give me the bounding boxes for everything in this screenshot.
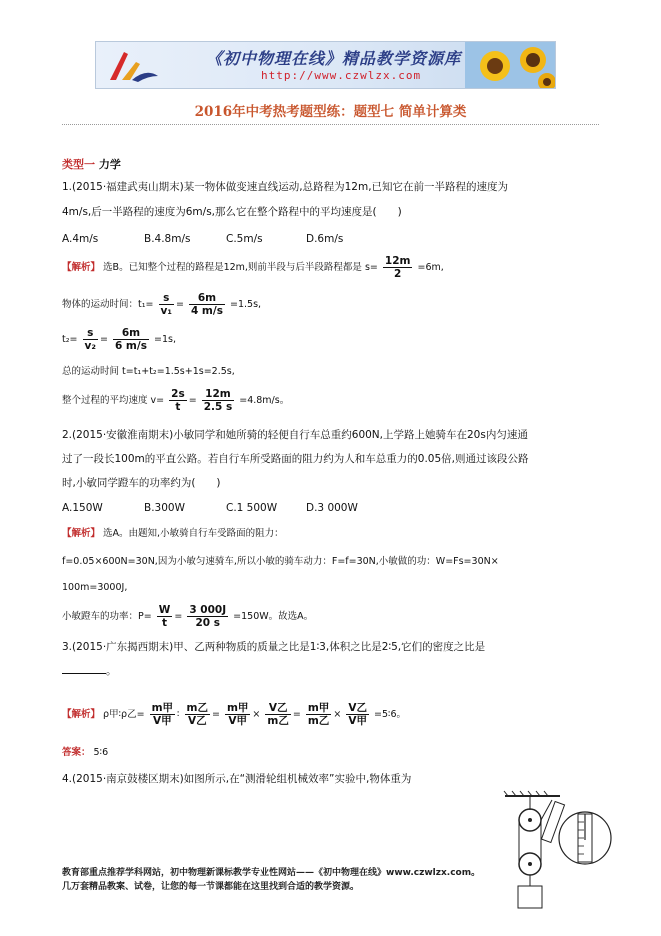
q1-solution-text: 选B。已知整个过程的路程是12m,则前半段与后半段路程都是 s= bbox=[103, 262, 378, 273]
q3-line-1: 3.(2015·广东揭西期末)甲、乙两种物质的质量之比是1∶3,体积之比是2∶5,它们的密度之比是 bbox=[62, 641, 486, 653]
q2-solution-text: =150W。故选A。 bbox=[233, 611, 314, 622]
fraction: $\frac{2s}{t}$ bbox=[171, 388, 185, 413]
q3-line-2: 。 bbox=[62, 664, 117, 679]
fraction: $\frac{\text{m甲}}{\text{V甲}}$ bbox=[151, 702, 174, 727]
q1-analysis-label: 【解析】 bbox=[62, 262, 101, 273]
fraction: $\frac{\text{m乙}}{\text{V乙}}$ bbox=[186, 702, 208, 727]
banner-title: 《初中物理在线》精品教学资源库 bbox=[206, 49, 462, 68]
fraction: $\frac{12m}{2.5 s}$ bbox=[203, 388, 233, 413]
q1-solution-text: 整个过程的平均速度 v= bbox=[62, 395, 165, 406]
fraction: $\frac{W}{t}$ bbox=[158, 604, 171, 629]
q1-option-d: D.6m/s bbox=[306, 233, 344, 245]
answer-label: 答案： bbox=[62, 747, 91, 758]
page-footer bbox=[62, 866, 480, 894]
header-banner bbox=[95, 41, 556, 89]
fraction: $\frac{12m}{2}$ bbox=[384, 255, 411, 280]
q1-solution-text: =4.8m/s。 bbox=[239, 395, 290, 406]
q1-solution-text: t₂= bbox=[62, 334, 78, 345]
q4-line-1: 4.(2015·南京鼓楼区期末)如图所示,在“测滑轮组机械效率”实验中,物体重为 bbox=[62, 773, 412, 785]
sunflower-icon bbox=[465, 42, 555, 88]
fraction: $\frac{\text{V乙}}{\text{V甲}}$ bbox=[348, 702, 367, 727]
q1-solution-text: =6m, bbox=[417, 262, 444, 273]
q2-solution-1 bbox=[62, 526, 284, 541]
section-heading bbox=[62, 157, 121, 172]
q3-answer bbox=[62, 745, 108, 760]
title-divider bbox=[62, 124, 599, 125]
q1-solution-text: 物体的运动时间：t₁= bbox=[62, 299, 154, 310]
q2-solution-2: f=0.05×600N=30N,因为小敏匀速骑车,所以小敏的骑车动力：F=f=30N,小敏做的功：W=Fs=30N× bbox=[62, 556, 499, 567]
answer-blank bbox=[62, 673, 106, 674]
fraction: $\frac{3 000J}{20 s}$ bbox=[189, 604, 227, 629]
q1-solution-3: t₂= $\frac{s}{\text{v₂}}$ = $\frac{6m}{6 m/s}$ =1s, bbox=[62, 327, 176, 352]
fraction: $\frac{s}{\text{v₁}}$ bbox=[160, 292, 172, 317]
q2-solution-text: 选A。由题知,小敏骑自行车受路面的阻力： bbox=[103, 528, 284, 539]
banner-url[interactable]: http://www.czwlzx.com bbox=[261, 69, 422, 82]
site-logo-icon bbox=[102, 46, 162, 86]
q2-solution-4: 小敏蹬车的功率：P= $\frac{W}{t}$ = $\frac{3 000J}{20 s}$ =150W。故选A。 bbox=[62, 604, 314, 629]
answer-value: 5∶6 bbox=[93, 747, 109, 758]
q2-solution-3: 100m=3000J, bbox=[62, 582, 128, 593]
fraction: $\frac{\text{m甲}}{\text{V甲}}$ bbox=[226, 702, 249, 727]
q1-option-c: C.5m/s bbox=[226, 233, 263, 245]
fraction: $\frac{6m}{6 m/s}$ bbox=[114, 327, 147, 352]
q1-solution-text: =1s, bbox=[154, 334, 176, 345]
q1-solution-1 bbox=[62, 255, 444, 280]
q2-line-2: 过了一段长100m的平直公路。若自行车所受路面的阻力约为人和车总重力的0.05倍,则通过该段公路 bbox=[62, 453, 529, 465]
section-name: 力学 bbox=[98, 158, 121, 171]
q3-solution-text: =5∶6。 bbox=[373, 709, 407, 720]
q3-analysis-label: 【解析】 bbox=[62, 709, 101, 720]
pulley-figure-icon bbox=[500, 790, 615, 910]
q3-solution: 【解析】 ρ甲∶ρ乙= $\frac{\text{m甲}}{\text{V甲}}$ ∶ $\frac{\text{m乙}}{\text{V乙}}$ = $\frac{\text{m甲}}{\text{V甲}}$ × $\frac{\text{V乙}}{\text{m乙}}$ = $\frac{\text{m甲}}{\text{m乙}}$ × $\frac{\text{V乙}}{\text{V甲}}$ =5∶6。 bbox=[62, 702, 407, 727]
fraction: $\frac{6m}{4 m/s}$ bbox=[190, 292, 223, 317]
q1-option-b: B.4.8m/s bbox=[144, 233, 191, 245]
q2-line-3: 时,小敏同学蹬车的功率约为( ) bbox=[62, 477, 221, 489]
fraction: $\frac{\text{V乙}}{\text{m乙}}$ bbox=[267, 702, 289, 727]
section-label: 类型一 bbox=[62, 158, 95, 171]
q2-option-b: B.300W bbox=[144, 502, 185, 514]
q1-solution-4: 总的运动时间 t=t₁+t₂=1.5s+1s=2.5s, bbox=[62, 366, 235, 377]
fraction: $\frac{\text{m甲}}{\text{m乙}}$ bbox=[307, 702, 330, 727]
q1-line-2: 4m/s,后一半路程的速度为6m/s,那么它在整个路程中的平均速度是( ) bbox=[62, 206, 402, 218]
q1-line-1: 1.(2015·福建武夷山期末)某一物体做变速直线运动,总路程为12m,已知它在前一半路程的速度为 bbox=[62, 181, 509, 193]
fraction: $\frac{s}{\text{v₂}}$ bbox=[84, 327, 96, 352]
document-title: 2016年中考热考题型练：题型七 简单计算类 bbox=[194, 104, 467, 120]
q2-option-d: D.3 000W bbox=[306, 502, 358, 514]
q2-option-a: A.150W bbox=[62, 502, 103, 514]
q3-solution-text: ρ甲∶ρ乙= bbox=[103, 709, 145, 720]
q2-option-c: C.1 500W bbox=[226, 502, 278, 514]
footer-line-1: 教育部重点推荐学科网站，初中物理新课标教学专业性网站——《初中物理在线》www.czwlzx.com。 bbox=[62, 868, 481, 878]
q2-line-1: 2.(2015·安徽淮南期末)小敏同学和她所骑的轻便自行车总重约600N,上学路上她骑车在20s内匀速通 bbox=[62, 429, 528, 441]
q1-solution-5: 整个过程的平均速度 v= $\frac{2s}{t}$ = $\frac{12m}{2.5 s}$ =4.8m/s。 bbox=[62, 388, 290, 413]
q2-analysis-label: 【解析】 bbox=[62, 528, 101, 539]
q1-solution-2: 物体的运动时间：t₁= $\frac{s}{\text{v₁}}$ = $\frac{6m}{4 m/s}$ =1.5s, bbox=[62, 292, 262, 317]
q2-solution-text: 小敏蹬车的功率：P= bbox=[62, 611, 152, 622]
footer-line-2: 几万套精品教案、试卷，让您的每一节课都能在这里找到合适的教学资源。 bbox=[62, 882, 360, 892]
q1-solution-text: =1.5s, bbox=[230, 299, 262, 310]
q1-option-a: A.4m/s bbox=[62, 233, 99, 245]
